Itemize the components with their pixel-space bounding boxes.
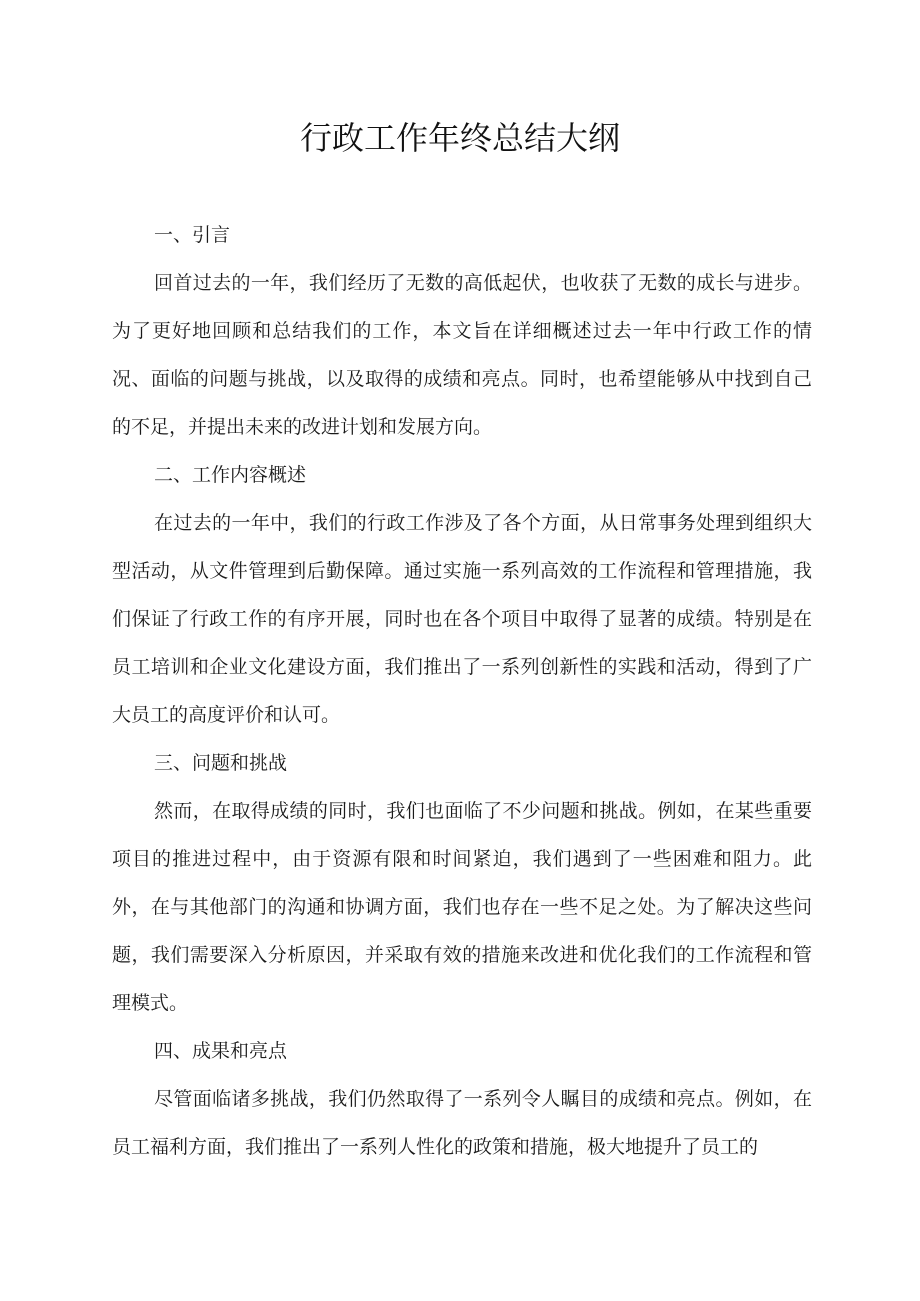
section-heading: 二、工作内容概述 (154, 464, 307, 486)
section-introduction (112, 211, 812, 451)
section-achievements (112, 1027, 812, 1171)
section-work-overview (112, 451, 812, 739)
document-title: 行政工作年终总结大纲 (299, 119, 620, 157)
section-paragraph: 尽管面临诸多挑战，我们仍然取得了一系列令人瞩目的成绩和亮点。例如，在员工福利方面，我们推出了一系列人性化的政策和措施，极大地提升了员工的 (112, 1088, 812, 1158)
section-paragraph: 然而，在取得成绩的同时，我们也面临了不少问题和挑战。例如，在某些重要项目的推进过程中，由于资源有限和时间紧迫，我们遇到了一些困难和阻力。此外，在与其他部门的沟通和协调方面，我们也存在一些不足之处。为了解决这些问题，我们需要深入分析原因，并采取有效的措施来改进和优化我们的工作流程和管理模式。 (112, 800, 812, 1014)
section-paragraph: 在过去的一年中，我们的行政工作涉及了各个方面，从日常事务处理到组织大型活动，从文件管理到后勤保障。通过实施一系列高效的工作流程和管理措施，我们保证了行政工作的有序开展，同时也在各个项目中取得了显著的成绩。特别是在员工培训和企业文化建设方面，我们推出了一系列创新性的实践和活动，得到了广大员工的高度评价和认可。 (112, 512, 812, 726)
section-paragraph: 回首过去的一年，我们经历了无数的高低起伏，也收获了无数的成长与进步。为了更好地回顾和总结我们的工作，本文旨在详细概述过去一年中行政工作的情况、面临的问题与挑战，以及取得的成绩和亮点。同时，也希望能够从中找到自己的不足，并提出未来的改进计划和发展方向。 (112, 272, 812, 438)
document-body (112, 211, 812, 1171)
section-heading: 四、成果和亮点 (154, 1040, 288, 1062)
section-heading: 一、引言 (154, 224, 231, 246)
section-heading: 三、问题和挑战 (154, 752, 288, 774)
section-problems-challenges (112, 739, 812, 1027)
